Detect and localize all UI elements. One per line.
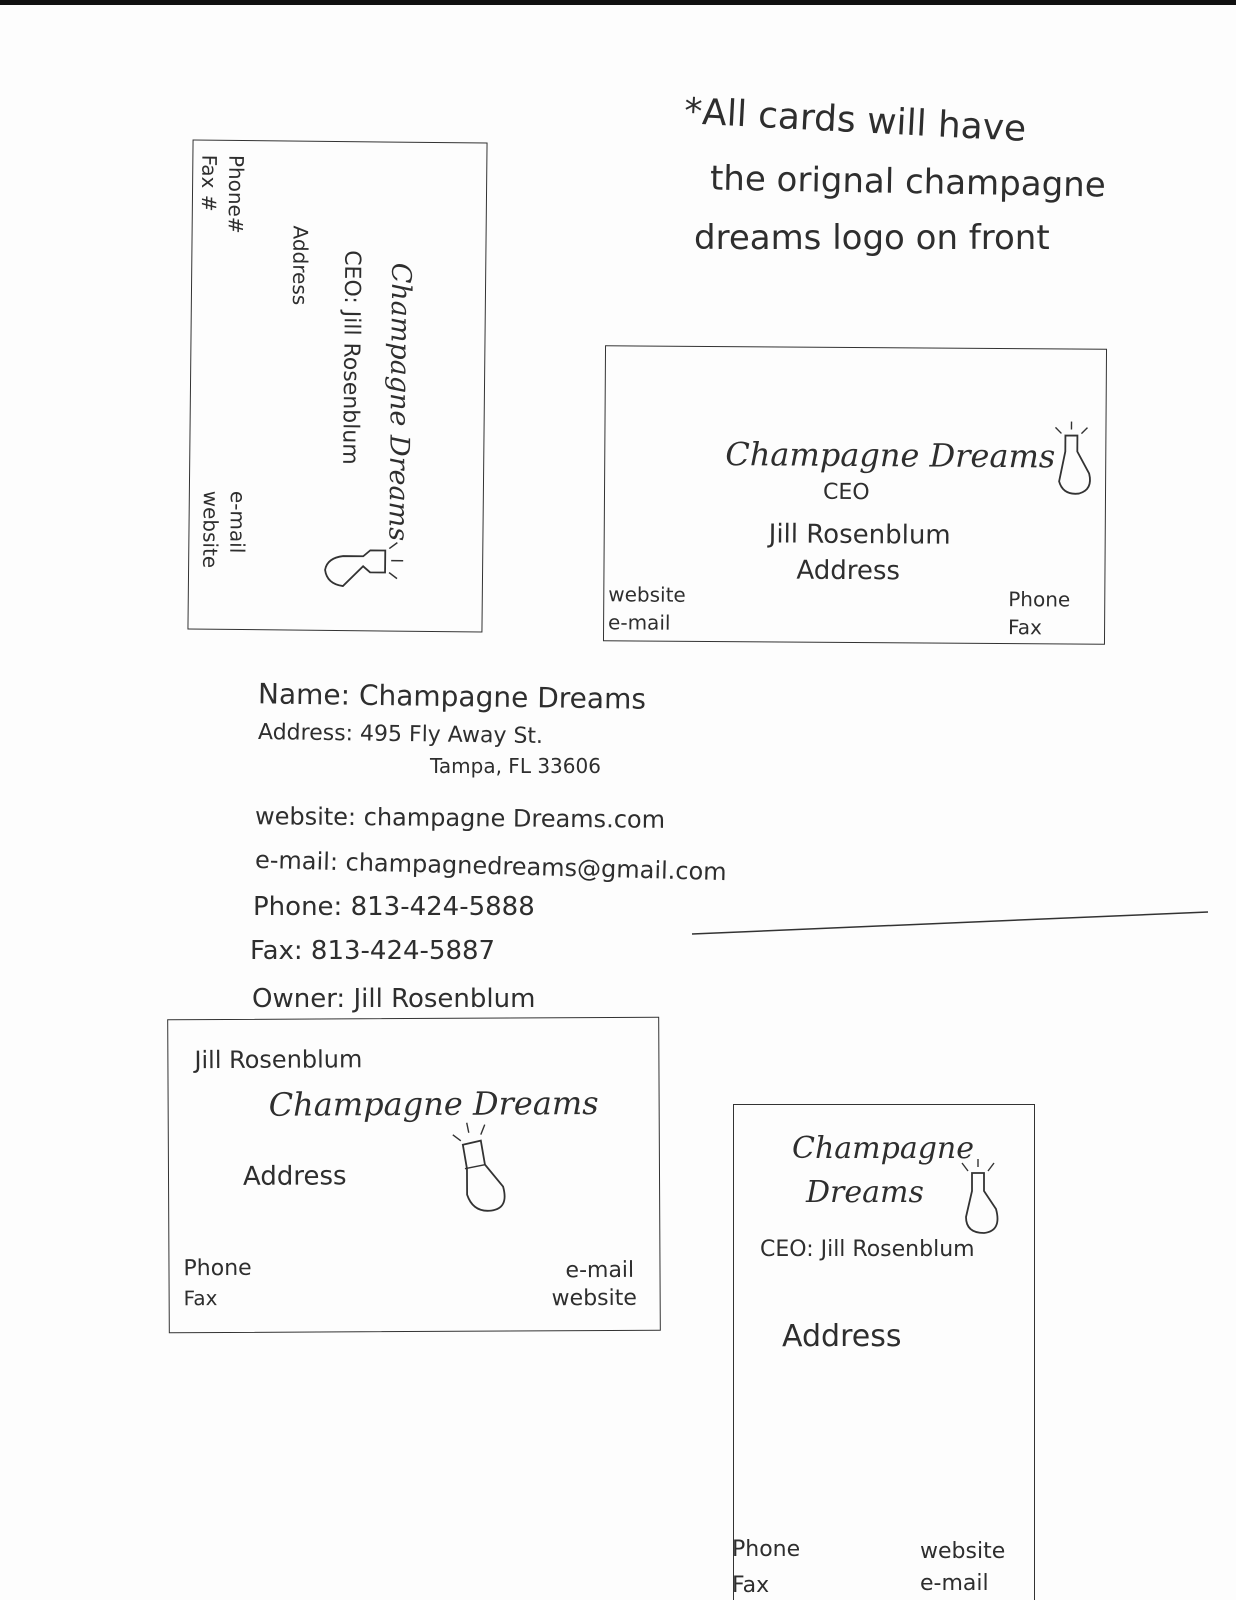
card2-name: Jill Rosenblum bbox=[768, 519, 951, 551]
card4-fax: Fax bbox=[732, 1573, 770, 1598]
divider-line bbox=[690, 908, 1210, 938]
card4-address: Address bbox=[782, 1319, 902, 1354]
card4-brand-line-1: Champagne bbox=[792, 1131, 974, 1166]
card1-ceo: CEO: Jill Rosenblum bbox=[337, 250, 365, 465]
note-line-3: dreams logo on front bbox=[694, 218, 1050, 258]
card1-phone: Phone# bbox=[223, 154, 249, 234]
card3-fax: Fax bbox=[183, 1286, 218, 1311]
info-website: website: champagne Dreams.com bbox=[254, 802, 666, 834]
champagne-bottle-icon bbox=[445, 1120, 515, 1214]
info-name: Name: Champagne Dreams bbox=[257, 677, 647, 716]
card1-fax: Fax # bbox=[196, 154, 222, 212]
card4-brand-line-2: Dreams bbox=[806, 1175, 924, 1210]
champagne-bottle-icon bbox=[315, 540, 416, 601]
card4-website: website bbox=[920, 1539, 1006, 1564]
card3-phone: Phone bbox=[183, 1255, 252, 1282]
card-3-horizontal bbox=[167, 1017, 661, 1334]
info-owner: Owner: Jill Rosenblum bbox=[252, 984, 536, 1014]
champagne-bottle-icon bbox=[952, 1159, 1006, 1239]
card2-brand: Champagne Dreams bbox=[725, 435, 1056, 476]
card4-email: e-mail bbox=[920, 1571, 989, 1596]
card1-brand: Champagne Dreams bbox=[382, 262, 417, 542]
card3-brand: Champagne Dreams bbox=[268, 1084, 599, 1124]
card3-email: e-mail bbox=[565, 1257, 635, 1284]
card1-website: website bbox=[198, 490, 223, 569]
card2-title: CEO bbox=[822, 479, 870, 506]
card-2-horizontal bbox=[603, 345, 1107, 644]
champagne-bottle-icon bbox=[1045, 421, 1098, 497]
scan-top-edge bbox=[0, 0, 1236, 5]
card2-fax: Fax bbox=[1007, 615, 1042, 640]
card-4-vertical bbox=[733, 1104, 1035, 1600]
card1-email: e-mail bbox=[225, 490, 250, 554]
info-address-line-1: Address: 495 Fly Away St. bbox=[257, 720, 544, 749]
card2-email: e-mail bbox=[608, 610, 671, 635]
note-line-1: *All cards will have bbox=[683, 91, 1028, 150]
info-address-line-2: Tampa, FL 33606 bbox=[430, 754, 601, 778]
card4-ceo: CEO: Jill Rosenblum bbox=[760, 1237, 975, 1262]
card-1-vertical bbox=[187, 139, 487, 632]
card4-phone: Phone bbox=[732, 1537, 801, 1562]
card2-address: Address bbox=[796, 555, 901, 587]
card3-website: website bbox=[551, 1285, 637, 1312]
card3-address: Address bbox=[242, 1161, 347, 1192]
info-fax: Fax: 813-424-5887 bbox=[250, 936, 496, 966]
card1-address: Address bbox=[287, 225, 313, 306]
card2-phone: Phone bbox=[1008, 587, 1071, 612]
note-line-2: the orignal champagne bbox=[709, 158, 1107, 206]
info-phone: Phone: 813-424-5888 bbox=[253, 892, 535, 922]
card3-name: Jill Rosenblum bbox=[194, 1045, 363, 1075]
card2-website: website bbox=[608, 582, 686, 607]
info-email: e-mail: champagnedreams@gmail.com bbox=[254, 845, 727, 887]
